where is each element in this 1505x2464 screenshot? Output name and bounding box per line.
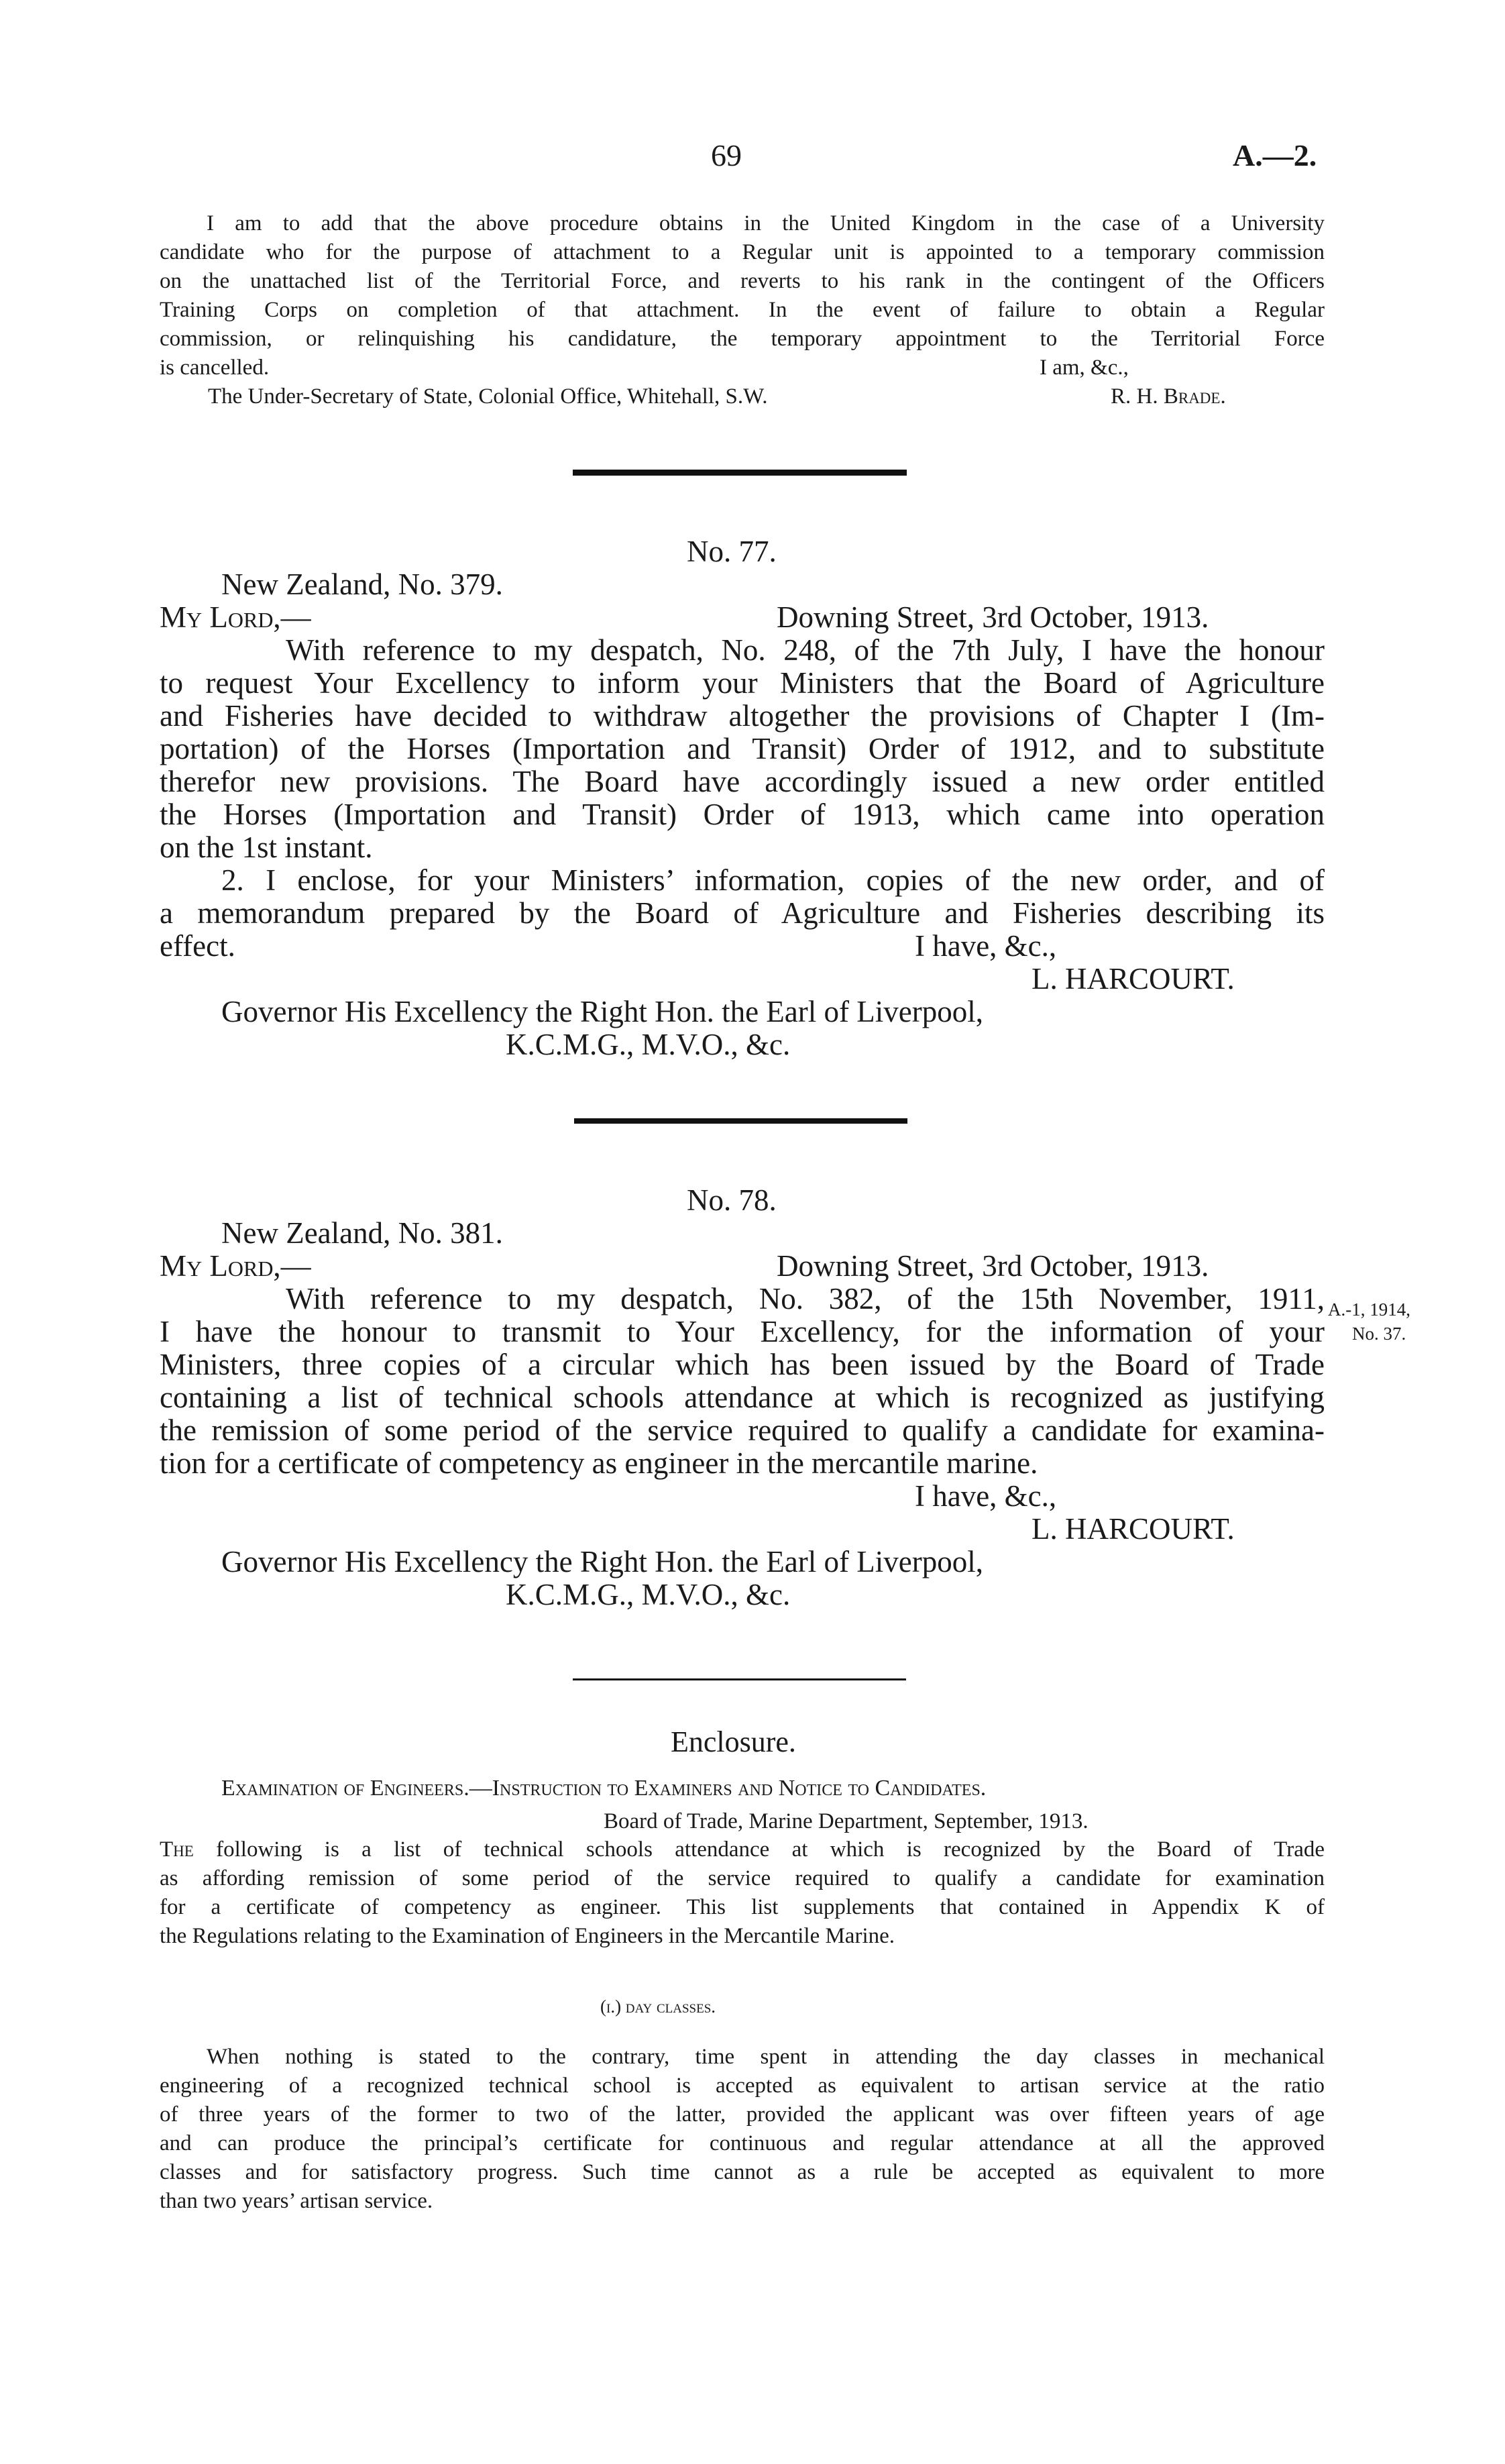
despatch-line: and Fisheries have decided to withdraw altogether the provisions of Chapter I (Im- <box>160 699 1325 733</box>
section-divider <box>573 1678 906 1680</box>
document-reference: A.—2. <box>1233 138 1317 172</box>
despatch-78 <box>160 1217 1325 1611</box>
enclosure-line-text: following is a list of technical schools attendance at which is recognized by the Board of Trade <box>193 1837 1325 1862</box>
enclosure-lead-word: The <box>160 1837 194 1862</box>
top-line: I am to add that the above procedure obtains in the United Kingdom in the case of a University <box>207 211 1325 235</box>
enclosure-heading: Enclosure. <box>671 1725 796 1758</box>
day-classes-line: When nothing is stated to the contrary, time spent in attending the day classes in mechanical <box>207 2045 1325 2069</box>
despatch-line: Ministers, three copies of a circular which has been issued by the Board of Trade <box>160 1348 1325 1381</box>
despatch-line: With reference to my despatch, No. 382, of the 15th November, 1911, <box>286 1282 1325 1316</box>
margin-reference-line: No. 37. <box>1352 1324 1406 1344</box>
top-last-line: is cancelled. <box>160 356 270 380</box>
section-divider <box>573 470 907 476</box>
despatch-line: the Horses (Importation and Transit) Order of 1913, which came into operation <box>160 798 1325 831</box>
despatch-line: to request Your Excellency to inform your Ministers that the Board of Agriculture <box>160 666 1325 700</box>
salutation: My Lord,— <box>160 600 311 634</box>
despatch-last-line: on the 1st instant. <box>160 831 373 864</box>
enclosure-last-line: the Regulations relating to the Examination of Engineers in the Mercantile Marine. <box>160 1924 895 1948</box>
day-classes-line: classes and for satisfactory progress. Such time cannot as a rule be accepted as equivalent to more <box>160 2160 1325 2184</box>
despatch-line: therefor new provisions. The Board have accordingly issued a new order entitled <box>160 765 1325 798</box>
top-line: commission, or relinquishing his candidature, the temporary appointment to the Territorial Force <box>160 327 1325 351</box>
day-classes-line: and can produce the principal’s certificate for continuous and regular attendance at all the approved <box>160 2131 1325 2155</box>
enclosure-line: for a certificate of competency as engineer. This list supplements that contained in Appendix K of <box>160 1895 1325 1919</box>
salutation: My Lord,— <box>160 1249 311 1283</box>
closing: I have, &c., <box>915 929 1057 963</box>
addressee-honours: K.C.M.G., M.V.O., &c. <box>506 1028 791 1061</box>
addressee: Governor His Excellency the Right Hon. the Earl of Liverpool, <box>221 995 983 1028</box>
despatch-line: 2. I enclose, for your Ministers’ information, copies of the new order, and of <box>221 863 1325 897</box>
top-line: Training Corps on completion of that attachment. In the event of failure to obtain a Regular <box>160 298 1325 322</box>
addressee-honours: K.C.M.G., M.V.O., &c. <box>506 1578 791 1611</box>
page-number: 69 <box>711 138 742 172</box>
enclosure-line <box>160 1835 1325 1864</box>
top-addressee: The Under-Secretary of State, Colonial Office, Whitehall, S.W. <box>208 384 768 409</box>
despatch-ref: New Zealand, No. 379. <box>221 568 503 601</box>
addressee: Governor His Excellency the Right Hon. the Earl of Liverpool, <box>221 1545 983 1578</box>
day-classes-line: engineering of a recognized technical school is accepted as equivalent to artisan service at the ratio <box>160 2074 1325 2098</box>
despatch-heading-77: No. 77. <box>687 535 777 568</box>
top-line: candidate who for the purpose of attachment to a Regular unit is appointed to a temporary commission <box>160 240 1325 264</box>
closing: I have, &c., <box>915 1479 1057 1513</box>
day-classes-line: of three years of the former to two of the latter, provided the applicant was over fifteen years of age <box>160 2102 1325 2127</box>
despatch-line: portation) of the Horses (Importation and Transit) Order of 1912, and to substitute <box>160 732 1325 765</box>
enclosure-body <box>160 1835 1325 1951</box>
section-divider <box>574 1118 907 1124</box>
section-heading-day-classes: (i.) day classes. <box>600 1996 716 2017</box>
despatch-line: containing a list of technical schools attendance at which is recognized as justifying <box>160 1381 1325 1414</box>
enclosure-line: as affording remission of some period of the service required to qualify a candidate for examination <box>160 1866 1325 1890</box>
top-signatory: R. H. Brade. <box>1111 384 1226 409</box>
despatch-last-line: effect. <box>160 929 235 963</box>
dateline: Downing Street, 3rd October, 1913. <box>777 1249 1209 1283</box>
despatch-line: a memorandum prepared by the Board of Agriculture and Fisheries describing its <box>160 896 1325 930</box>
margin-reference-line: A.-1, 1914, <box>1328 1299 1410 1320</box>
despatch-line: With reference to my despatch, No. 248, of the 7th July, I have the honour <box>286 633 1325 667</box>
signatory: L. HARCOURT. <box>1032 1512 1235 1546</box>
day-classes-last-line: than two years’ artisan service. <box>160 2189 433 2213</box>
top-closing: I am, &c., <box>1040 356 1129 380</box>
despatch-heading-78: No. 78. <box>687 1183 777 1217</box>
day-classes-body <box>160 2043 1325 2216</box>
despatch-77 <box>160 568 1325 1061</box>
dateline: Downing Street, 3rd October, 1913. <box>777 600 1209 634</box>
enclosure-dateline: Board of Trade, Marine Department, September, 1913. <box>604 1809 1089 1833</box>
despatch-ref: New Zealand, No. 381. <box>221 1216 503 1250</box>
despatch-line: the remission of some period of the service required to qualify a candidate for examina- <box>160 1413 1325 1447</box>
margin-reference <box>1328 1297 1449 1346</box>
despatch-last-line: tion for a certificate of competency as engineer in the mercantile marine. <box>160 1446 1038 1480</box>
top-letter-body <box>160 209 1325 411</box>
despatch-line: I have the honour to transmit to Your Excellency, for the information of your <box>160 1315 1325 1348</box>
top-line: on the unattached list of the Territorial Force, and reverts to his rank in the contingent of the Officers <box>160 269 1325 293</box>
signatory: L. HARCOURT. <box>1032 962 1235 996</box>
enclosure-title: Examination of Engineers.—Instruction to Examiners and Notice to Candidates. <box>221 1776 987 1801</box>
